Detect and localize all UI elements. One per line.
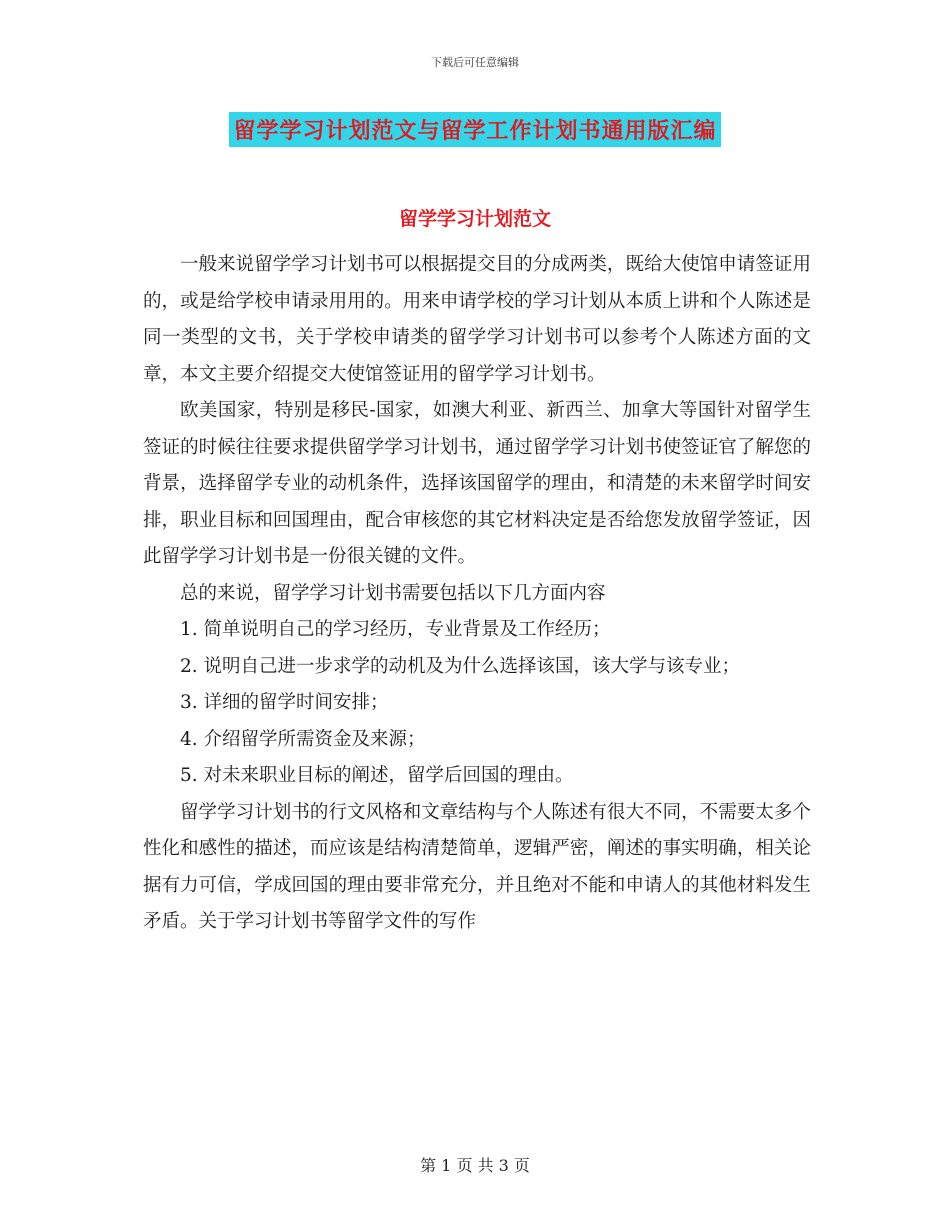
section-title: 留学学习计划范文 — [398, 208, 551, 230]
paragraph: 留学学习计划书的行文风格和文章结构与个人陈述有很大不同，不需要太多个性化和感性的描述，而应该是结构清楚简单，逻辑严密，阐述的事实明确，相关论据有力可信，学成回国的理由要非常充分，并且绝对不能和申请人的其他材料发生矛盾。关于学习计划书等留学文件的写作 — [143, 801, 811, 932]
list-item: 5. 对未来职业目标的阐述，留学后回国的理由。 — [180, 765, 574, 786]
document-body — [143, 247, 811, 941]
header-note: 下载后可任意编辑 — [431, 56, 519, 69]
list-item: 2. 说明自己进一步求学的动机及为什么选择该国，该大学与该专业； — [180, 655, 741, 677]
paragraph: 一般来说留学学习计划书可以根据提交目的分成两类，既给大使馆申请签证用的，或是给学校申请录用用的。用来申请学校的学习计划从本质上讲和个人陈述是同一类型的文书，关于学校申请类的留学学习计划书可以参考个人陈述方面的文章，本文主要介绍提交大使馆签证用的留学学习计划书。 — [143, 254, 811, 385]
list-item: 1. 简单说明自己的学习经历，专业背景及工作经历； — [180, 619, 611, 640]
list-item: 3. 详细的留学时间安排； — [180, 692, 389, 713]
list-item: 4. 介绍留学所需资金及来源； — [180, 728, 426, 750]
document-title: 留学学习计划范文与留学工作计划书通用版汇编 — [229, 112, 720, 147]
page-footer: 第 1 页 共 3 页 — [420, 1156, 530, 1175]
document-title-container — [0, 112, 950, 147]
paragraph: 欧美国家，特别是移民-国家，如澳大利亚、新西兰、加拿大等国针对留学生签证的时候往往要求提供留学学习计划书，通过留学学习计划书使签证官了解您的背景，选择留学专业的动机条件，选择该国留学的理由，和清楚的未来留学时间安排，职业目标和回国理由，配合审核您的其它材料决定是否给您发放留学签证，因此留学学习计划书是一份很关键的文件。 — [143, 400, 811, 567]
paragraph: 总的来说，留学学习计划书需要包括以下几方面内容 — [180, 582, 606, 604]
